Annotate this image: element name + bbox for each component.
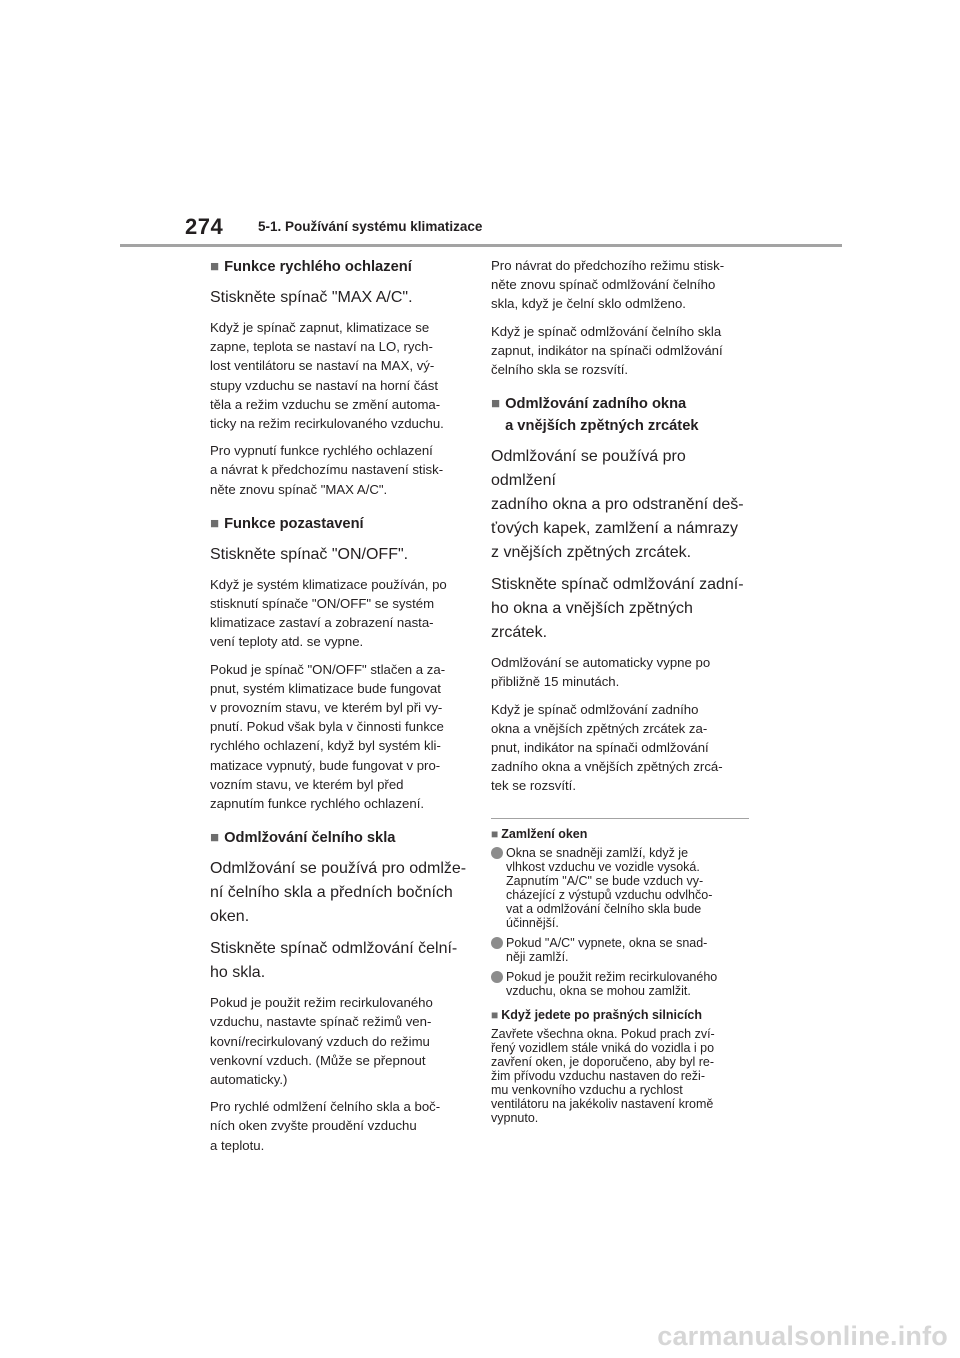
paragraph: Pro vypnutí funkce rychlého ochlazení a návrat k předchozímu nastavení stisk- něte znovu spínač "MAX A/C". <box>210 443 444 497</box>
left-column <box>210 256 468 1163</box>
black-square-icon: ■ <box>491 395 501 413</box>
paragraph: Odmlžování se automaticky vypne po přibližně 15 minutách. <box>491 655 711 690</box>
section-title: 5-1. Používání systému klimatizace <box>258 219 483 234</box>
sidebar-title-text: Když jedete po prašných silnicích <box>501 1007 703 1022</box>
filled-circle-icon <box>491 971 503 983</box>
black-square-icon: ■ <box>210 829 220 847</box>
instruction-text: Odmlžování se používá pro odmlže- ní čelního skla a předních bočních oken. <box>210 860 467 926</box>
sidebar-title-text: Zamlžení oken <box>501 826 588 841</box>
black-square-icon: ■ <box>210 514 220 532</box>
heading-text: Funkce rychlého ochlazení <box>224 259 412 275</box>
heading-text: Odmlžování čelního skla <box>224 830 396 847</box>
list-item-text: Pokud je použit režim recirkulovaného vzduchu, okna se mohou zamlžit. <box>506 969 718 998</box>
black-square-icon: ■ <box>210 258 220 275</box>
list-item-text: Okna se snadněji zamlží, když je vlhkost vzduchu ve vozidle vysoká. Zapnutím "A/C" se bude vzduch vy- cházející z výstupů vzduchu odvlhčo- vat a odmlžování čelního skla bude účinnější. <box>506 845 713 930</box>
watermark: carmanualsonline.info <box>657 1321 948 1351</box>
paragraph: Když je spínač odmlžování čelního skla zapnut, indikátor na spínači odmlžování čelního skla se rozsvítí. <box>491 323 723 378</box>
paragraph: Pro návrat do předchozího režimu stisk- něte znovu spínač odmlžování čelního skla, když je čelní sklo odmlženo. <box>491 258 725 312</box>
paragraph: Když je systém klimatizace používán, po stisknutí spínače "ON/OFF" se systém klimatizace zastaví a zobrazení nasta- vení teploty atd. se vypne. <box>210 576 447 650</box>
list-item-text: Pokud "A/C" vypnete, okna se snad- něji zamlží. <box>506 935 708 964</box>
paragraph: Pokud je spínač "ON/OFF" stlačen a za- pnut, systém klimatizace bude fungovat v provozním stavu, ve kterém byl při vy- pnutí. Pokud však byla v činnosti funkce rychlého ochlazení, když byl systém kli- matizace vypnutý, bude fungovat v pro- vozním stavu, ve kterém byl před zapnutím funkce rychlého ochlazení. <box>210 661 446 812</box>
heading-text: Funkce pozastavení <box>224 515 364 532</box>
paragraph: Pokud je použit režim recirkulovaného vzduchu, nastavte spínač režimů ven- kovní/recirkulovaný vzduch do režimu venkovní vzduch. (Může se přepnout automaticky.) <box>210 995 433 1088</box>
sidebar-divider <box>491 818 749 819</box>
instruction-text: Stiskněte spínač "MAX A/C". <box>210 289 413 306</box>
instruction-text: Odmlžování se používá pro odmlžení zadního okna a pro odstranění deš- ťových kapek, zamlžení a námrazy z vnějších zpětných zrcátek. <box>491 448 744 562</box>
header-divider <box>120 244 842 247</box>
black-square-icon: ■ <box>491 1007 499 1022</box>
list-item <box>491 846 749 930</box>
filled-circle-icon <box>491 937 503 949</box>
paragraph: Zavřete všechna okna. Pokud prach zví- řený vozidlem stále vniká do vozidla i po zavření oken, je doporučeno, aby byl re- žim přívodu vzduchu nastaven do reži- mu venkovního vzduchu a rychlost ventilátoru na jakékoliv nastavení kromě vypnuto. <box>491 1026 715 1125</box>
sidebar-title-dusty-roads <box>491 1008 749 1022</box>
instruction-text: Stiskněte spínač odmlžování zadní- ho okna a vnějších zpětných zrcátek. <box>491 576 744 642</box>
paragraph: Pro rychlé odmlžení čelního skla a boč- ních oken zvyšte proudění vzduchu a teplotu. <box>210 1099 441 1153</box>
page-header <box>0 0 960 250</box>
right-column <box>491 256 749 1125</box>
heading-quick-cooling <box>210 256 468 278</box>
page-number: 274 <box>185 214 224 239</box>
instruction-text: Stiskněte spínač odmlžování čelní- ho skla. <box>210 940 458 982</box>
list-item <box>491 970 749 998</box>
heading-rear-window-defog <box>491 393 749 437</box>
paragraph: Když je spínač odmlžování zadního okna a vnějších zpětných zrcátek za- pnut, indikátor na spínači odmlžování zadního okna a vnějších zpětných zrcá- tek se rozsvítí. <box>491 701 723 794</box>
heading-pause-function <box>210 513 468 535</box>
filled-circle-icon <box>491 847 503 859</box>
paragraph: Když je spínač zapnut, klimatizace se zapne, teplota se nastaví na LO, rych- lost ventilátoru se nastaví na MAX, vý- stupy vzduchu se nastaví na horní část těla a režim vzduchu se změní automa- ticky na režim recirkulovaného vzduchu. <box>210 320 444 432</box>
instruction-text: Stiskněte spínač "ON/OFF". <box>210 545 409 563</box>
sidebar-title-window-fog <box>491 827 749 841</box>
heading-windshield-defog <box>210 827 468 849</box>
list-item <box>491 936 749 964</box>
black-square-icon: ■ <box>491 826 499 841</box>
heading-text: Odmlžování zadního okna a vnějších zpětných zrcátek <box>505 396 699 435</box>
